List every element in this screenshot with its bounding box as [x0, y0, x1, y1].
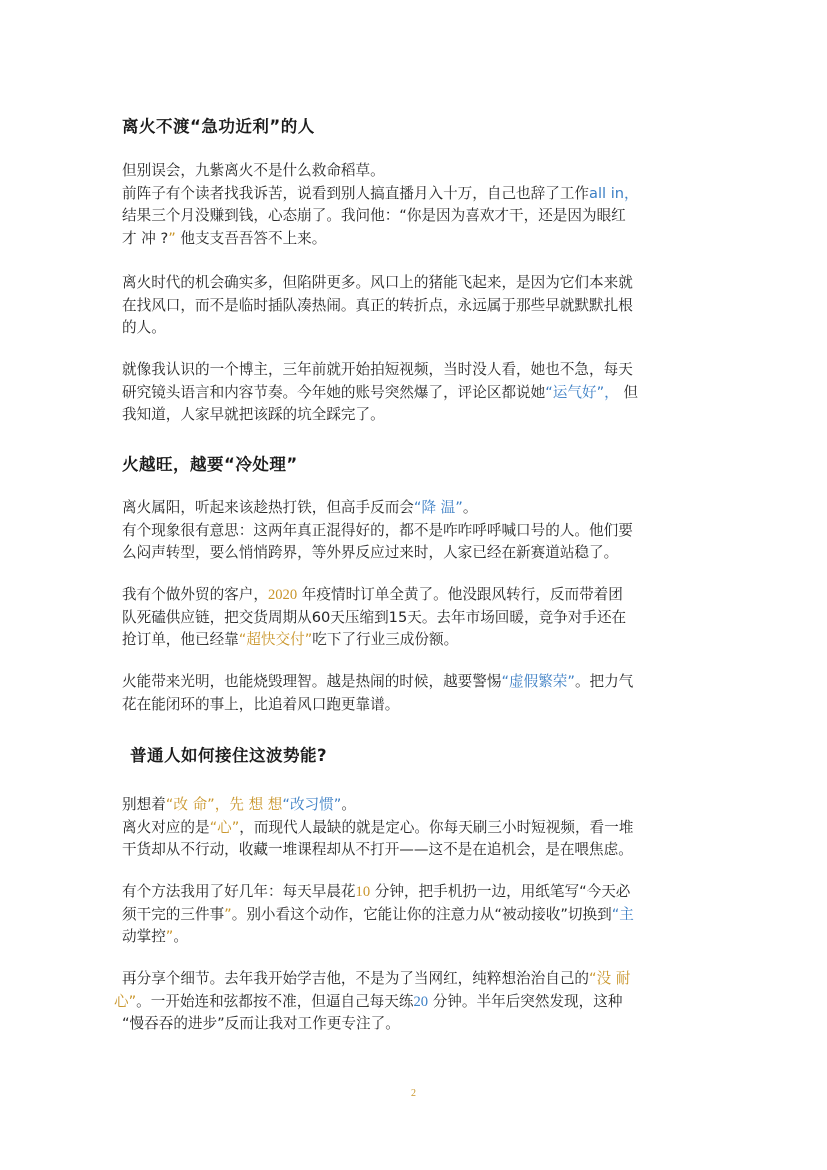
text-line: 在找风口，而不是临时插队凑热闹。真正的转折点，永远属于那些早就默默扎根	[122, 296, 633, 314]
highlight-term: “没 耐	[589, 970, 631, 987]
text-line: 有个方法我用了好几年：每天早晨花10 分钟，把手机扔一边，用纸笔写“今天必	[122, 883, 631, 900]
text-line: 动掌控”。	[122, 928, 188, 945]
section-heading-3: 普通人如何接住这波势能?	[130, 746, 328, 765]
text-line: 但别误会，九紫离火不是什么救命稻草。	[122, 162, 385, 179]
text-line: 离火对应的是“心”，而现代人最缺的就是定心。你每天刷三小时短视频，看一堆	[122, 818, 634, 836]
highlight-number: 10	[355, 884, 371, 900]
text-line: 别想着“改 命”，先 想 想“改习惯”。	[122, 796, 356, 813]
text-line: 须干完的三件事”。别小看这个动作，它能让你的注意力从“被动接收”切换到“主	[122, 905, 634, 923]
text-line: 花在能闭环的事上，比追着风口跑更靠谱。	[122, 695, 400, 713]
page-number: 2	[411, 1088, 416, 1099]
paragraph-2	[122, 272, 710, 340]
highlight-term: “心”	[209, 818, 240, 836]
highlight-number: 2020	[267, 587, 298, 603]
highlight-term: “改 命”	[165, 796, 215, 813]
text-line: “慢吞吞的进步”反而让我对工作更专注了。	[122, 1015, 400, 1032]
highlight-term: “虚假繁荣”	[501, 673, 575, 690]
highlight-term: “改习惯”	[282, 796, 342, 813]
text-line: 心”。一开始连和弦都按不准，但逼自己每天练20 分钟。半年后突然发现，这种	[114, 992, 623, 1010]
highlight-term: “主	[611, 905, 634, 923]
text-line: 抢订单，他已经靠“超快交付”吃下了行业三成份额。	[122, 631, 459, 648]
text-line: 干货却从不行动，收藏一堆课程却从不打开——这不是在追机会，是在喂焦虑。	[122, 841, 633, 858]
highlight-term: all in	[589, 184, 625, 202]
text-line: 我知道，人家早就把该踩的坑全踩完了。	[122, 406, 385, 423]
text-line: 么闷声转型，要么悄悄跨界，等外界反应过来时，人家已经在新赛道站稳了。	[122, 544, 619, 561]
text-line: 火能带来光明，也能烧毁理智。越是热闹的时候，越要警惕“虚假繁荣”。把力气	[122, 673, 634, 690]
paragraph-6	[122, 671, 710, 716]
paragraph-9	[114, 968, 710, 1036]
paragraph-8	[122, 881, 710, 949]
text-line: 队死磕供应链，把交货周期从60天压缩到15天。去年市场回暖，竞争对手还在	[122, 608, 627, 626]
text-line: 的人。	[122, 319, 166, 336]
text-line: 我有个做外贸的客户，2020 年疫情时订单全黄了。他没跟风转行，反而带着团	[122, 586, 623, 603]
highlight-number: 20	[413, 993, 429, 1010]
highlight-term: “降 温”	[413, 499, 463, 516]
paragraph-3	[122, 359, 710, 427]
section-heading-2: 火越旺，越要“冷处理”	[122, 455, 298, 474]
text-line: 有个现象很有意思：这两年真正混得好的，都不是咋咋呼呼喊口号的人。他们要	[122, 521, 633, 539]
highlight-term: “超快交付”	[238, 631, 313, 648]
paragraph-4	[122, 497, 710, 565]
section-heading-1: 离火不渡“急功近利”的人	[122, 117, 315, 136]
paragraph-5	[122, 584, 710, 652]
paragraph-1	[122, 160, 710, 250]
text-line: 再分享个细节。去年我开始学吉他，不是为了当网红，纯粹想治治自己的“没 耐	[122, 970, 631, 987]
text-line: 才 冲 ?” 他支支吾吾答不上来。	[122, 229, 327, 247]
paragraph-7	[122, 794, 710, 862]
text-line: 离火时代的机会确实多，但陷阱更多。风口上的猪能飞起来，是因为它们本来就	[122, 274, 633, 291]
text-line: 离火属阳，听起来该趁热打铁，但高手反而会“降 温”。	[122, 499, 478, 516]
text-line: 就像我认识的一个博主，三年前就开始拍短视频，当时没人看，她也不急，每天	[122, 361, 633, 378]
text-line: 结果三个月没赚到钱，心态崩了。我问他：“你是因为喜欢才干，还是因为眼红	[122, 207, 626, 224]
text-line: 研究镜头语言和内容节奏。今年她的账号突然爆了，评论区都说她“运气好”， 但	[122, 383, 638, 401]
highlight-term: “运气好”	[545, 383, 605, 401]
text-line: 前阵子有个读者找我诉苦，说看到别人搞直播月入十万，自己也辞了工作all in，	[122, 184, 639, 202]
